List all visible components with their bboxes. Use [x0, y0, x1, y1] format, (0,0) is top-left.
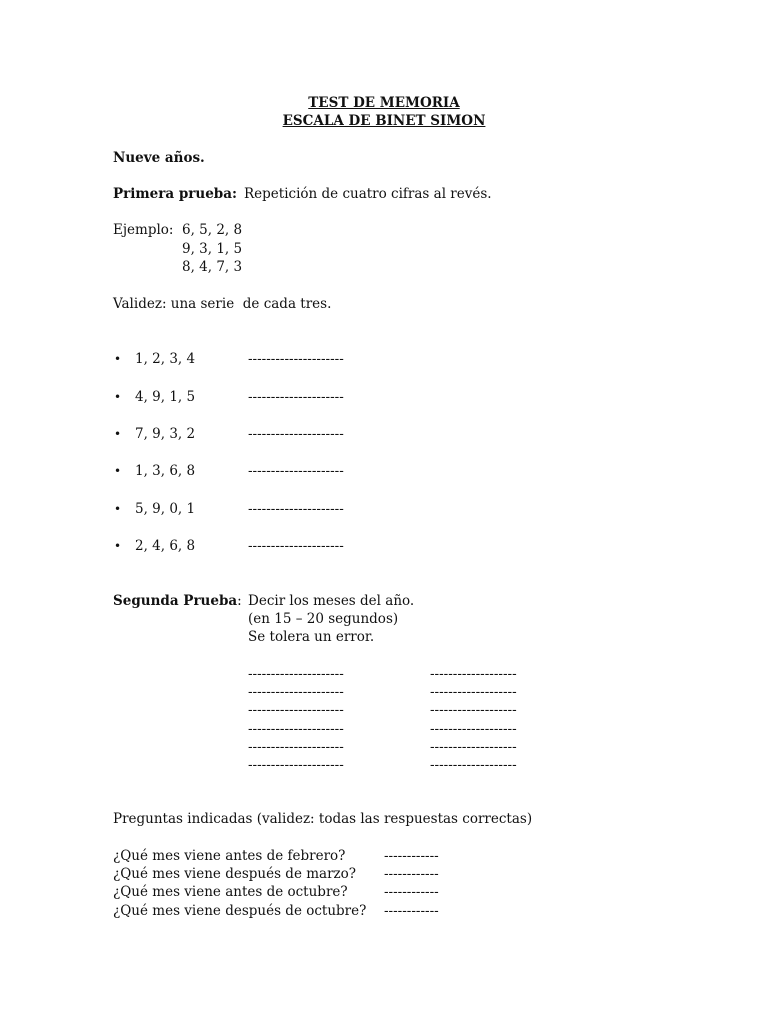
answer-blank: --------------------- — [248, 389, 344, 405]
bullet-icon: • — [114, 352, 122, 366]
questions-intro: Preguntas indicadas (validez: todas las respuestas correctas) — [113, 811, 533, 827]
bullet-icon: • — [114, 464, 122, 478]
answer-blank: ------------------- — [430, 721, 517, 737]
second-test-heading — [113, 592, 242, 610]
answer-blank: --------------------- — [248, 757, 344, 773]
answer-blank: --------------------- — [248, 463, 344, 479]
answer-blank: ------------------- — [430, 666, 517, 682]
title-line-1: TEST DE MEMORIA — [308, 95, 460, 111]
first-test-label: Primera prueba: — [113, 186, 237, 202]
second-test-colon: : — [237, 593, 242, 609]
digit-sequence: 1, 3, 6, 8 — [135, 463, 196, 479]
example-line: 8, 4, 7, 3 — [182, 259, 243, 275]
answer-blank: ------------ — [384, 884, 439, 900]
bullet-icon: • — [114, 539, 122, 553]
question-text: ¿Qué mes viene después de octubre? — [113, 903, 367, 919]
answer-blank: ------------------- — [430, 702, 517, 718]
second-test-label: Segunda Prueba — [113, 593, 238, 609]
answer-blank: --------------------- — [248, 739, 344, 755]
answer-blank: --------------------- — [248, 501, 344, 517]
answer-blank: --------------------- — [248, 538, 344, 554]
digit-sequence: 4, 9, 1, 5 — [135, 389, 196, 405]
question-text: ¿Qué mes viene antes de febrero? — [113, 848, 346, 864]
answer-blank: --------------------- — [248, 721, 344, 737]
answer-blank: ------------------- — [430, 739, 517, 755]
question-text: ¿Qué mes viene antes de octubre? — [113, 884, 348, 900]
example-line: 6, 5, 2, 8 — [182, 222, 243, 238]
first-test-text: Repetición de cuatro cifras al revés. — [244, 186, 492, 202]
bullet-icon: • — [114, 427, 122, 441]
second-test-line: Decir los meses del año. — [248, 593, 415, 609]
example-line: 9, 3, 1, 5 — [182, 241, 243, 257]
example-label: Ejemplo: — [113, 222, 174, 238]
validity-text: Validez: una serie de cada tres. — [113, 296, 332, 312]
answer-blank: --------------------- — [248, 684, 344, 700]
digit-sequence: 1, 2, 3, 4 — [135, 351, 196, 367]
second-test-line: Se tolera un error. — [248, 629, 375, 645]
answer-blank: --------------------- — [248, 351, 344, 367]
answer-blank: ------------ — [384, 903, 439, 919]
digit-sequence: 5, 9, 0, 1 — [135, 501, 196, 517]
answer-blank: --------------------- — [248, 666, 344, 682]
answer-blank: --------------------- — [248, 426, 344, 442]
age-heading: Nueve años. — [113, 150, 205, 166]
title-line-2: ESCALA DE BINET SIMON — [282, 113, 486, 129]
bullet-icon: • — [114, 502, 122, 516]
bullet-icon: • — [114, 390, 122, 404]
digit-sequence: 7, 9, 3, 2 — [135, 426, 196, 442]
answer-blank: ------------------- — [430, 684, 517, 700]
answer-blank: ------------------- — [430, 757, 517, 773]
answer-blank: --------------------- — [248, 702, 344, 718]
digit-sequence: 2, 4, 6, 8 — [135, 538, 196, 554]
answer-blank: ------------ — [384, 848, 439, 864]
question-text: ¿Qué mes viene después de marzo? — [113, 866, 357, 882]
second-test-line: (en 15 – 20 segundos) — [248, 611, 399, 627]
answer-blank: ------------ — [384, 866, 439, 882]
